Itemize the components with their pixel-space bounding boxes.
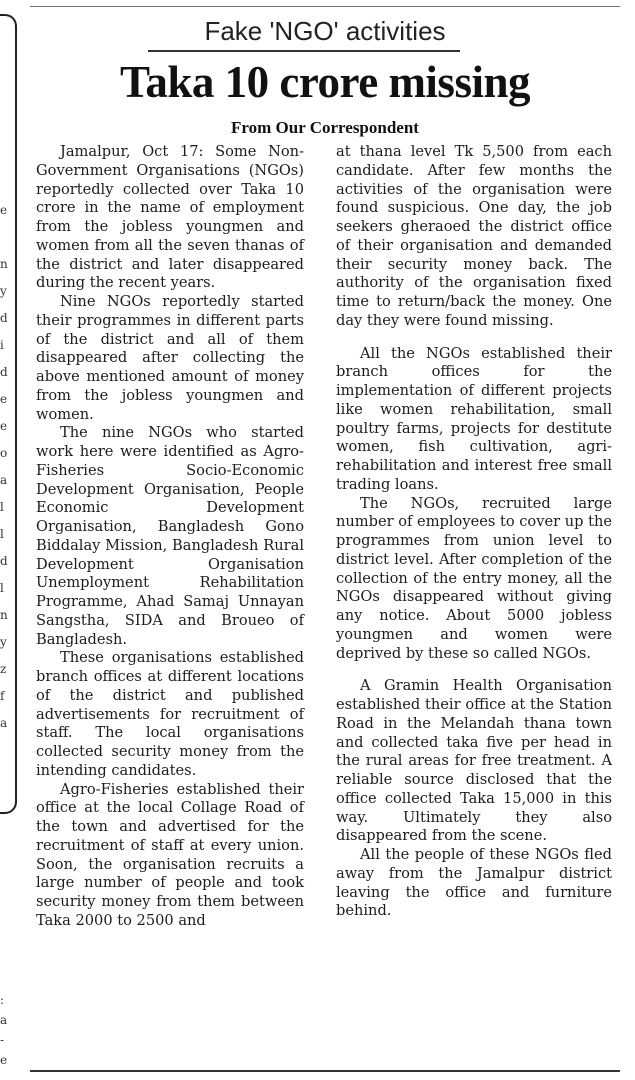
paragraph: Nine NGOs reportedly started their programmes in different parts of the district and all of them disappeared after collecting the above mentioned amount of money from the jobless youngmen and women. xyxy=(36,293,304,423)
article-column-right xyxy=(336,143,612,921)
edge-letter: z xyxy=(0,662,7,676)
edge-letter: a xyxy=(0,716,8,730)
edge-letter: l xyxy=(0,500,4,514)
adjacent-article-edge xyxy=(0,204,10,744)
edge-letter: d xyxy=(0,365,8,379)
bottom-rule xyxy=(30,1070,620,1072)
edge-letter: y xyxy=(0,635,7,649)
paragraph: The NGOs, recruited large number of employees to cover up the programmes from union level to district level. After completion of the collection of the entry money, all the NGOs disappeared without giving any notice. About 5000 jobless youngmen and women were deprived by these so called NGOs. xyxy=(336,494,612,662)
paragraph: at thana level Tk 5,500 from each candidate. After few months the activities of the organisation were found suspicious. One day, the job seekers gheraoed the district office of their organisation and demanded their security money back. The authority of the organisation fixed time to return/back the money. One day they were found missing. xyxy=(336,143,612,329)
edge-letter: f xyxy=(0,689,5,703)
edge-letter: - xyxy=(0,1033,5,1047)
edge-letter: d xyxy=(0,311,8,325)
paragraph: Agro-Fisheries established their office at the local Collage Road of the town and advertised for the recruitment of staff at every union. Soon, the organisation recruits a large number of people and took security money from them between Taka 2000 to 2500 and xyxy=(36,780,304,929)
article-byline: From Our Correspondent xyxy=(231,118,419,137)
article-headline: Taka 10 crore missing xyxy=(120,57,530,107)
top-rule xyxy=(30,6,620,7)
edge-letter: i xyxy=(0,338,4,352)
article-column-left xyxy=(36,143,304,931)
edge-letter: : xyxy=(0,993,5,1007)
edge-letter: e xyxy=(0,392,8,406)
edge-letter: a xyxy=(0,473,8,487)
edge-letter: y xyxy=(0,284,7,298)
article-kicker: Fake 'NGO' activities xyxy=(204,16,446,46)
paragraph: These organisations established branch offices at different locations of the district and published advertisements for recruitment of staff. The local organisations collected security money from the intending candidates. xyxy=(36,649,304,779)
edge-letter: e xyxy=(0,203,8,217)
paragraph: The nine NGOs who started work here were identified as Agro-Fisheries Socio-Economic Development Organisation, People Economic Development Organisation, Bangladesh Gono Biddalay Mission, Bangladesh Rural Development Organisation Unemployment Rehabilitation Programme, Ahad Samaj Unnayan Sangstha, SIDA and Broueo of Bangladesh. xyxy=(36,424,304,648)
edge-letter: a xyxy=(0,1013,8,1027)
edge-letter: l xyxy=(0,527,4,541)
paragraph: Jamalpur, Oct 17: Some Non-Government Organisations (NGOs) reportedly collected over Taka 10 crore in the name of employment from the jobless youngmen and women from all the seven thanas of the district and later disappeared during the recent years. xyxy=(36,143,304,292)
paragraph: All the NGOs established their branch offices for the implementation of different projects like women rehabilitation, small poultry farms, projects for destitute women, fish cultivation, agri-rehabilitation and interest free small trading loans. xyxy=(336,344,612,493)
edge-letter: n xyxy=(0,608,8,622)
edge-letter xyxy=(0,231,10,258)
paragraph: A Gramin Health Organisation established their office at the Station Road in the Melandah thana town and collected taka five per head in the rural areas for free treatment. A reliable source disclosed that the office collected Taka 15,000 in this way. Ultimately they also disappeared from the scene. xyxy=(336,677,612,845)
adjacent-article-edge-bottom xyxy=(0,994,10,1074)
edge-letter: o xyxy=(0,446,8,460)
edge-letter: n xyxy=(0,257,8,271)
paragraph: All the people of these NGOs fled away from the Jamalpur district leaving the office and furniture behind. xyxy=(336,846,612,920)
edge-letter: d xyxy=(0,554,8,568)
kicker-underline xyxy=(148,50,460,52)
edge-letter: e xyxy=(0,419,8,433)
edge-letter: e xyxy=(0,1053,8,1067)
edge-letter: l xyxy=(0,581,4,595)
